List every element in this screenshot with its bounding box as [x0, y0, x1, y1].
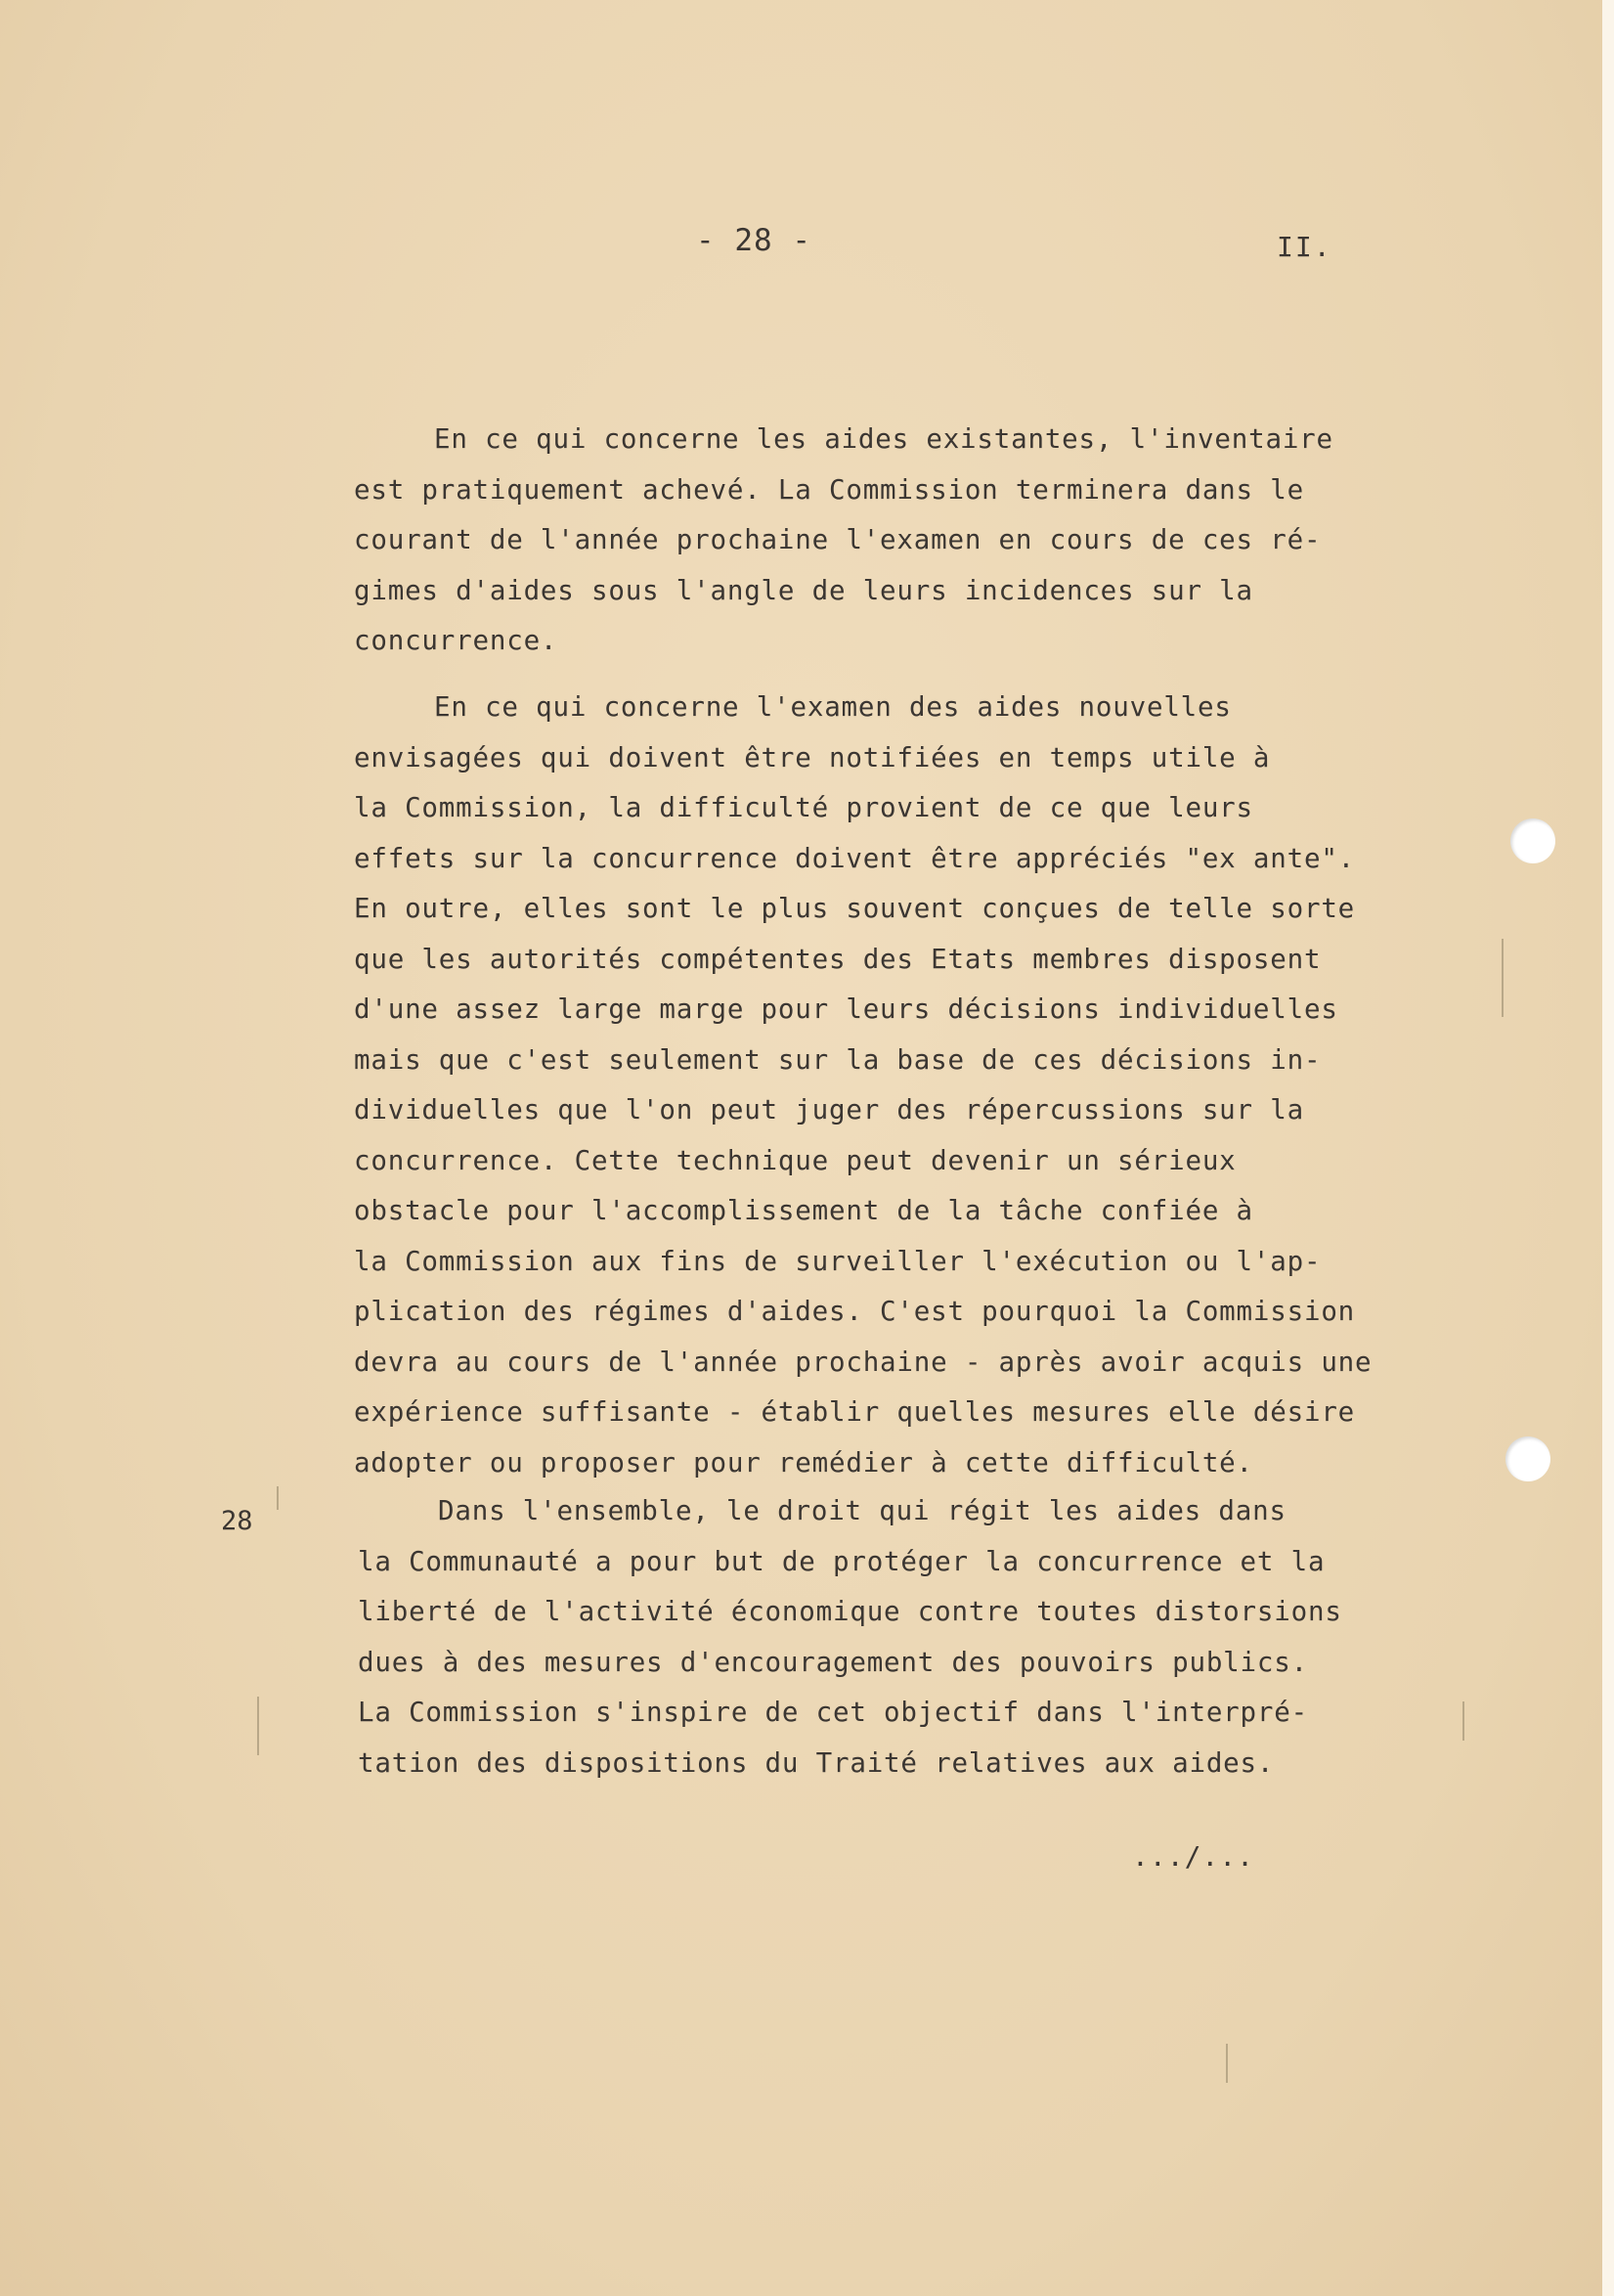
text-line: que les autorités compétentes des Etats membres disposent: [354, 943, 1322, 975]
margin-mark: [1502, 939, 1504, 1017]
paragraph-existing-aids: [354, 415, 1390, 667]
text-line: devra au cours de l'année prochaine - après avoir acquis une: [354, 1346, 1373, 1378]
margin-annotation: 28: [221, 1506, 253, 1536]
paragraph-new-aids: [354, 683, 1390, 1488]
punch-hole: [1510, 818, 1555, 863]
text-line: obstacle pour l'accomplissement de la tâche confiée à: [354, 1195, 1253, 1226]
text-line: En ce qui concerne les aides existantes, l'inventaire: [434, 423, 1333, 455]
text-line: est pratiquement achevé. La Commission terminera dans le: [354, 473, 1304, 506]
text-line: mais que c'est seulement sur la base de ces décisions in-: [354, 1043, 1322, 1076]
text-line: En outre, elles sont le plus souvent conçues de telle sorte: [354, 893, 1356, 924]
text-line: expérience suffisante - établir quelles mesures elle désire: [354, 1396, 1356, 1428]
text-line: Dans l'ensemble, le droit qui régit les aides dans: [438, 1495, 1287, 1526]
margin-mark: [1462, 1701, 1464, 1741]
text-line: tation des dispositions du Traité relatives aux aides.: [358, 1746, 1275, 1779]
margin-mark: [277, 1486, 279, 1510]
margin-mark: [1226, 2044, 1228, 2083]
text-line: La Commission s'inspire de cet objectif dans l'interpré-: [358, 1697, 1308, 1728]
page-edge: [1602, 0, 1614, 2296]
text-line: dues à des mesures d'encouragement des pouvoirs publics.: [358, 1646, 1308, 1678]
section-number: II.: [1277, 231, 1332, 263]
text-line: la Commission aux fins de surveiller l'exécution ou l'ap-: [354, 1245, 1322, 1277]
text-line: adopter ou proposer pour remédier à cette difficulté.: [354, 1446, 1253, 1479]
text-line: envisagées qui doivent être notifiées en temps utile à: [354, 741, 1271, 773]
text-line: En ce qui concerne l'examen des aides nouvelles: [434, 691, 1232, 723]
continuation-mark: .../...: [1132, 1840, 1255, 1873]
text-line: dividuelles que l'on peut juger des répercussions sur la: [354, 1094, 1304, 1126]
text-line: concurrence. Cette technique peut devenir un sérieux: [354, 1144, 1237, 1176]
margin-mark: [257, 1697, 259, 1755]
page-number: - 28 -: [696, 223, 811, 258]
text-line: concurrence.: [354, 625, 558, 656]
text-line: effets sur la concurrence doivent être appréciés "ex ante".: [354, 842, 1356, 874]
text-line: d'une assez large marge pour leurs décisions individuelles: [354, 993, 1338, 1025]
text-line: la Commission, la difficulté provient de ce que leurs: [354, 792, 1253, 823]
punch-hole: [1505, 1436, 1550, 1481]
paragraph-overall-law: [358, 1486, 1394, 1788]
text-line: gimes d'aides sous l'angle de leurs incidences sur la: [354, 574, 1253, 606]
text-line: courant de l'année prochaine l'examen en cours de ces ré-: [354, 524, 1322, 555]
text-line: la Communauté a pour but de protéger la concurrence et la: [358, 1545, 1326, 1577]
text-line: liberté de l'activité économique contre toutes distorsions: [358, 1596, 1342, 1627]
text-line: plication des régimes d'aides. C'est pourquoi la Commission: [354, 1296, 1356, 1327]
